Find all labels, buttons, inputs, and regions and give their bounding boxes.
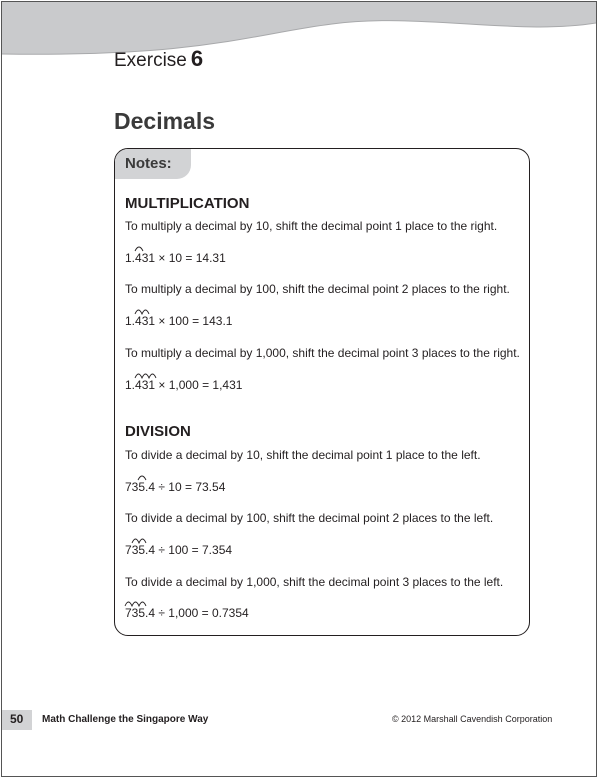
decimal-shift-arc-icon [135,370,157,380]
division-example-3: 735.4 ÷ 1,000 = 0.7354 [125,606,249,620]
page-title: Decimals [114,108,216,134]
division-heading: DIVISION [125,423,191,440]
exercise-label: Exercise [114,50,187,71]
decimal-shift-arc-icon [138,472,146,482]
decimal-shift-arc-icon [135,306,150,316]
division-rule-2: To divide a decimal by 100, shift the decimal point 2 places to the left. [125,511,494,525]
exercise-heading [114,46,203,72]
multiplication-example-2: 1. 431 × 100 = 143.1 [125,314,232,328]
header-wave-decoration [2,2,597,82]
decimal-shift-arc-icon [132,535,147,545]
notes-box [114,148,530,636]
exercise-number: 6 [190,46,204,71]
division-rule-1: To divide a decimal by 10, shift the decimal point 1 place to the left. [125,448,481,462]
multiplication-example-1: 1. 431 × 10 = 14.31 [125,251,226,265]
multiplication-rule-3: To multiply a decimal by 1,000, shift the decimal point 3 places to the right. [125,346,520,360]
multiplication-example-3: 1. 431 × 1,000 = 1,431 [125,378,242,392]
page-number: 50 [10,712,24,726]
notes-tab-label: Notes: [125,155,172,172]
page-frame [1,1,597,777]
book-title: Math Challenge the Singapore Way [42,714,209,725]
multiplication-rule-2: To multiply a decimal by 100, shift the decimal point 2 places to the right. [125,282,510,296]
multiplication-rule-1: To multiply a decimal by 10, shift the decimal point 1 place to the right. [125,219,498,233]
division-example-1: 73 5.4 ÷ 10 = 73.54 [125,480,225,494]
notes-tab [115,149,191,179]
division-example-2: 7 35.4 ÷ 100 = 7.354 [125,543,232,557]
multiplication-heading: MULTIPLICATION [125,195,250,212]
decimal-shift-arc-icon [125,598,147,608]
decimal-shift-arc-icon [135,243,143,253]
division-rule-3: To divide a decimal by 1,000, shift the decimal point 3 places to the left. [125,575,504,589]
copyright-notice: © 2012 Marshall Cavendish Corporation [392,714,553,724]
